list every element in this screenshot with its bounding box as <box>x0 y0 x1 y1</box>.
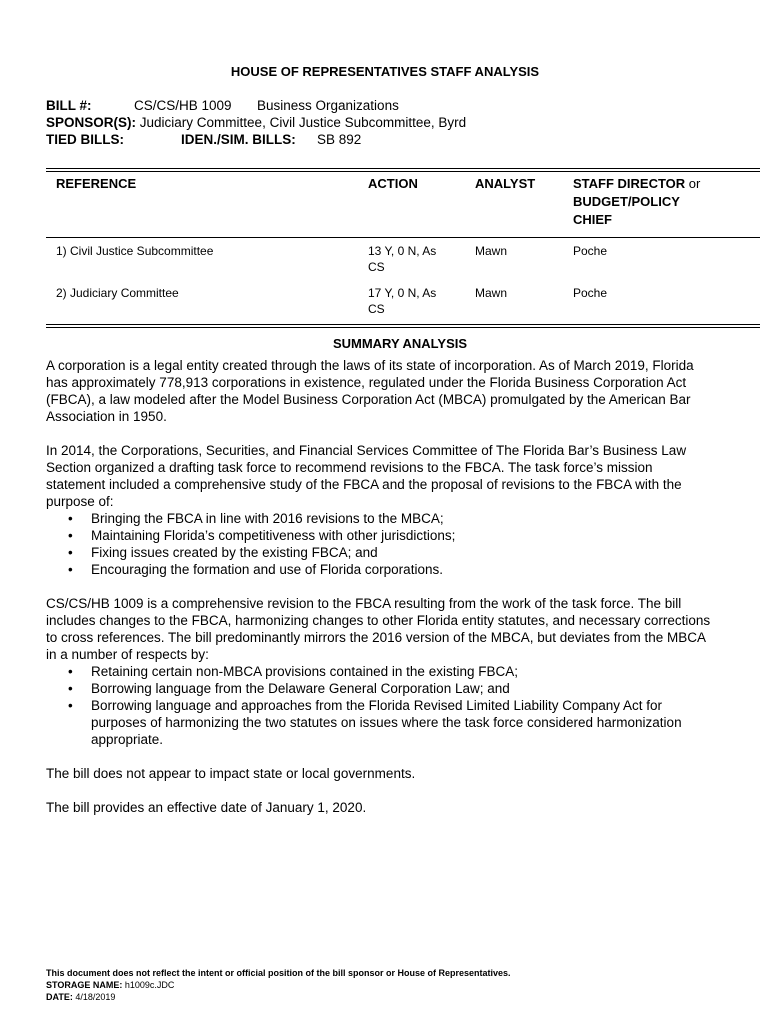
bullet-icon: • <box>68 664 73 679</box>
sponsors-label: SPONSOR(S): <box>46 115 137 130</box>
list-item: • Fixing issues created by the existing FBCA; and <box>68 545 378 560</box>
table-row-1-action-line2: CS <box>368 260 385 274</box>
table-row-2-action <box>368 285 436 317</box>
iden-sim-label: IDEN./SIM. BILLS: <box>181 132 296 147</box>
header-staff-line2: BUDGET/POLICY <box>573 194 680 209</box>
date-value: 4/18/2019 <box>75 992 116 1002</box>
footer-disclaimer: This document does not reflect the intent or official position of the bill sponsor or House of Representatives. <box>46 968 511 978</box>
table-row-1-action-line1: 13 Y, 0 N, As <box>368 244 437 258</box>
summary-paragraph-4: The bill does not appear to impact state or local governments. <box>46 766 416 781</box>
table-row-2-action-line2: CS <box>368 302 385 316</box>
header-analyst: ANALYST <box>475 176 536 191</box>
list-item: • Borrowing language and approaches from the Florida Revised Limited Liability Company Act for purposes of harmonizing the two statutes on issues where the task force considered harmonization appropriate. <box>68 698 682 747</box>
deviation-list <box>46 663 714 748</box>
bullet-icon: • <box>68 698 73 713</box>
header-reference: REFERENCE <box>56 176 137 191</box>
page-title: HOUSE OF REPRESENTATIVES STAFF ANALYSIS <box>230 64 540 79</box>
bullet-icon: • <box>68 562 73 577</box>
purpose-list <box>46 510 714 578</box>
table-row-1-reference: 1) Civil Justice Subcommittee <box>56 244 214 258</box>
storage-name-value: h1009c.JDC <box>124 980 175 990</box>
bullet-icon: • <box>68 545 73 560</box>
storage-name-label: STORAGE NAME: <box>46 980 123 990</box>
header-action: ACTION <box>368 176 418 191</box>
bill-label: BILL #: <box>46 98 92 113</box>
table-row-2-reference: 2) Judiciary Committee <box>56 286 179 300</box>
reference-table <box>46 0 760 330</box>
list-item: • Encouraging the formation and use of Florida corporations. <box>68 562 443 577</box>
bullet-icon: • <box>68 528 73 543</box>
header-staff-or: or <box>685 176 701 191</box>
iden-sim-value: SB 892 <box>317 132 362 147</box>
summary-body <box>46 357 714 816</box>
bullet-icon: • <box>68 511 73 526</box>
summary-paragraph-3: CS/CS/HB 1009 is a comprehensive revision to the FBCA resulting from the work of the task force. The bill includes changes to the FBCA, harmonizing changes to other Florida entity statutes, and necessary corrections to cross references. The bill predominantly mirrors the 2016 version of the MBCA, but deviates from the MBCA in a number of respects by: <box>46 596 711 662</box>
summary-title: SUMMARY ANALYSIS <box>332 336 468 351</box>
table-row-2-action-line1: 17 Y, 0 N, As <box>368 286 437 300</box>
table-row-2-analyst: Mawn <box>475 286 508 300</box>
header-staff-line3: CHIEF <box>573 212 612 227</box>
table-row-2-staff: Poche <box>573 286 608 300</box>
page-footer <box>46 967 511 1003</box>
header-staff-director <box>573 175 753 229</box>
sponsors-value: Judiciary Committee, Civil Justice Subcommittee, Byrd <box>139 115 467 130</box>
summary-paragraph-5: The bill provides an effective date of January 1, 2020. <box>46 800 367 815</box>
header-staff-bold: STAFF DIRECTOR <box>573 176 686 191</box>
list-item: • Maintaining Florida’s competitiveness with other jurisdictions; <box>68 528 456 543</box>
table-row-1-action <box>368 243 436 275</box>
tied-bills-label: TIED BILLS: <box>46 132 124 147</box>
list-item: • Retaining certain non-MBCA provisions contained in the existing FBCA; <box>68 664 518 679</box>
bill-number: CS/CS/HB 1009 <box>134 98 232 113</box>
summary-paragraph-1: A corporation is a legal entity created through the laws of its state of incorporation. As of March 2019, Florida has approximately 778,913 corporations in existence, regulated under the Florida Business Corporation Act (FBCA), a law modeled after the Model Business Corporation Act (MBCA) promulgated by the American Bar Association in 1950. <box>46 358 694 424</box>
list-item: • Borrowing language from the Delaware General Corporation Law; and <box>68 681 510 696</box>
list-item: • Bringing the FBCA in line with 2016 revisions to the MBCA; <box>68 511 444 526</box>
bill-name: Business Organizations <box>257 98 399 113</box>
table-row-1-staff: Poche <box>573 244 608 258</box>
date-label: DATE: <box>46 992 73 1002</box>
summary-paragraph-2: In 2014, the Corporations, Securities, and Financial Services Committee of The Florida Bar’s Business Law Section organized a drafting task force to recommend revisions to the FBCA. The task force’s mission statement included a comprehensive study of the FBCA and the proposal of revisions to the FBCA with the purpose of: <box>46 443 687 509</box>
table-row-1-analyst: Mawn <box>475 244 508 258</box>
bullet-icon: • <box>68 681 73 696</box>
